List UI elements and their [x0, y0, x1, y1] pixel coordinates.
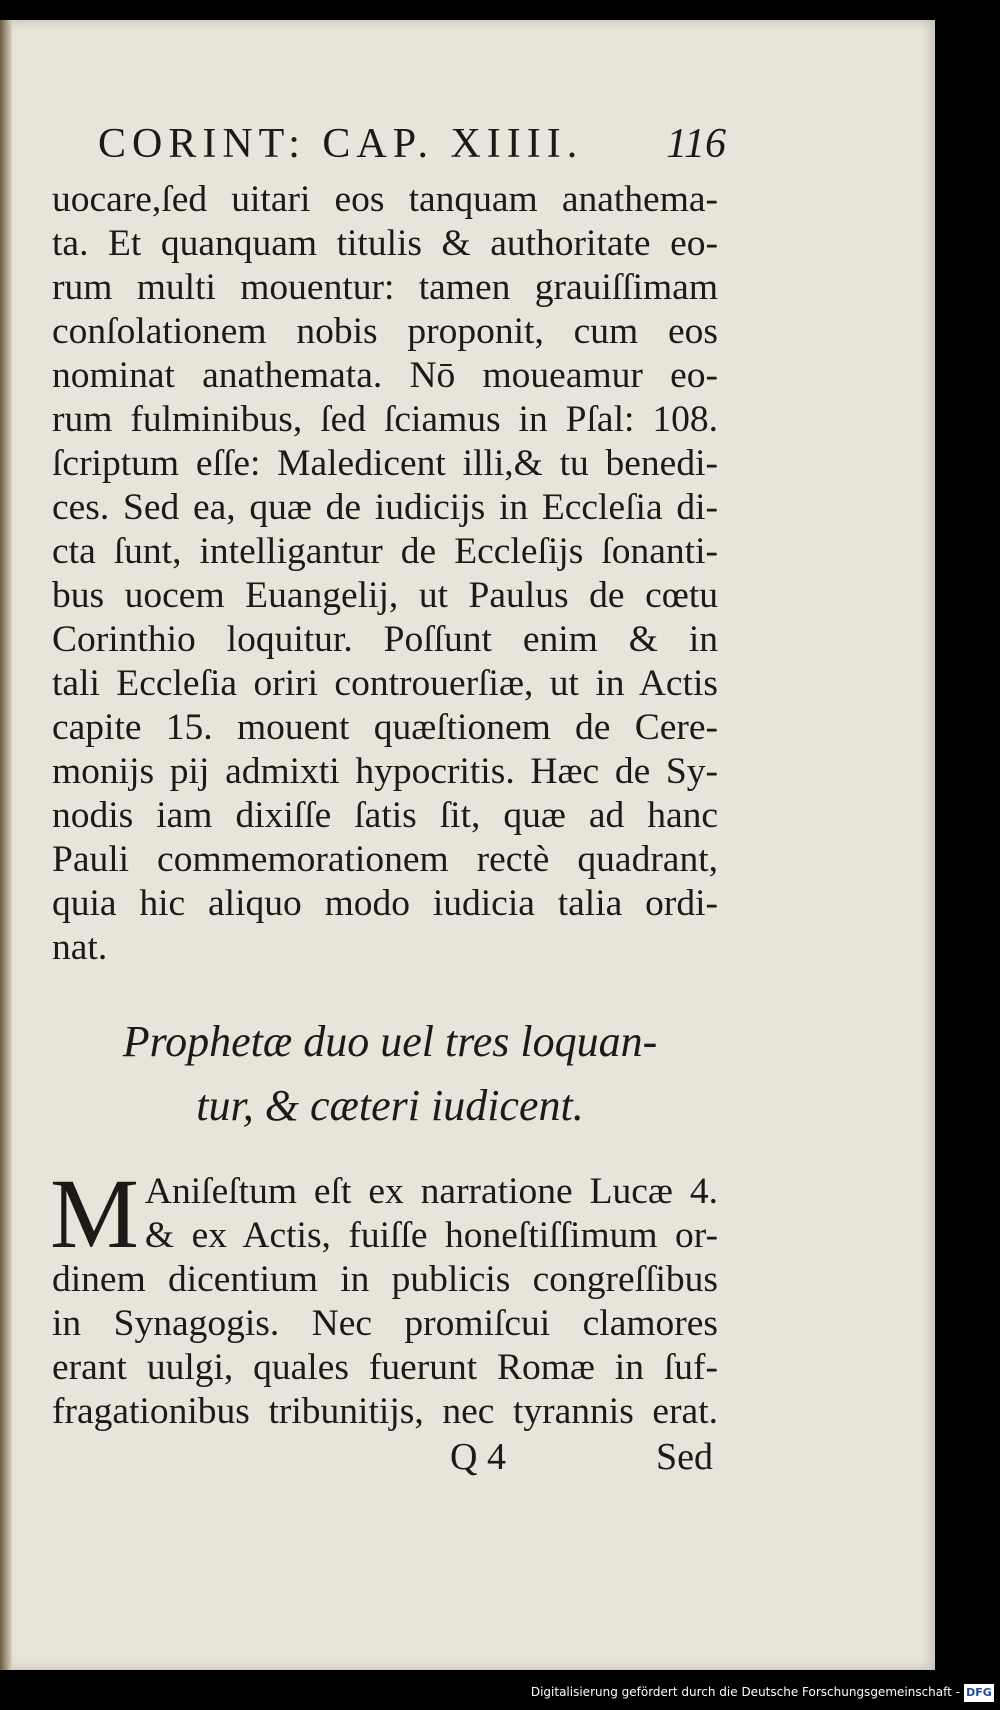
heading-line: Prophetæ duo uel tres loquan-: [122, 1017, 658, 1066]
text-line: cta ſunt, intelligantur de Eccleſijs ſonanti-: [52, 531, 718, 572]
drop-capital: M: [50, 1158, 139, 1269]
text-line: Corinthio loquitur. Poſſunt enim & in: [52, 619, 718, 660]
text-line: bus uocem Euangelij, ut Paulus de cœtu: [52, 575, 718, 616]
dfg-logo-icon: DFG: [964, 1684, 994, 1702]
text-line: tali Eccleſia oriri controuerſiæ, ut in Actis: [52, 663, 718, 704]
text-line: Aniſeſtum eſt ex narratione Lucæ 4.: [144, 1171, 718, 1212]
text-line: nat.: [52, 927, 108, 968]
catchword: Sed: [656, 1436, 713, 1478]
text-line: rum fulminibus, ſed ſciamus in Pſal: 108.: [52, 399, 718, 440]
text-line: conſolationem nobis proponit, cum eos: [52, 311, 718, 352]
footer-bar: [0, 1670, 1000, 1710]
text-line: erant uulgi, quales fuerunt Romæ in ſuf-: [52, 1347, 718, 1388]
text-line: uocare,ſed uitari eos tanquam anathema-: [52, 179, 718, 220]
text-line: monijs pij admixti hypocritis. Hæc de Sy-: [52, 751, 718, 792]
text-line: quia hic aliquo modo iudicia talia ordi-: [52, 883, 718, 924]
book-page: [0, 20, 935, 1670]
section-heading: [60, 1010, 720, 1138]
text-line: nominat anathemata. Nō moueamur eo-: [52, 355, 718, 396]
text-line: ces. Sed ea, quæ de iudicijs in Eccleſia di-: [52, 487, 718, 528]
text-line: ſcriptum eſſe: Maledicent illi,& tu benedi-: [52, 443, 718, 484]
text-line: & ex Actis, fuiſſe honeſtiſſimum or-: [144, 1215, 718, 1256]
text-line: capite 15. mouent quæſtionem de Cere-: [52, 707, 718, 748]
body-text: [52, 178, 718, 970]
text-line: fragationibus tribunitijs, nec tyrannis erat.: [52, 1391, 718, 1432]
funding-credit: Digitalisierung gefördert durch die Deutsche Forschungsgemeinschaft -: [530, 1685, 960, 1699]
running-title: CORINT: CAP. XIIII.: [98, 121, 584, 167]
text-line: nodis iam dixiſſe ſatis ſit, quæ ad hanc: [52, 795, 718, 836]
heading-line: tur, & cæteri iudicent.: [196, 1081, 584, 1130]
text-line: rum multi mouentur: tamen grauiſſimam: [52, 267, 718, 308]
section-text: [50, 1158, 718, 1434]
running-header: [98, 120, 726, 168]
text-line: Pauli commemorationem rectè quadrant,: [52, 839, 718, 880]
folio-number: 116: [666, 121, 726, 167]
signature-mark: Q 4: [450, 1436, 506, 1478]
text-line: in Synagogis. Nec promiſcui clamores: [52, 1303, 718, 1344]
text-line: ta. Et quanquam titulis & authoritate eo-: [52, 223, 718, 264]
text-line: dinem dicentium in publicis congreſſibus: [52, 1259, 718, 1300]
